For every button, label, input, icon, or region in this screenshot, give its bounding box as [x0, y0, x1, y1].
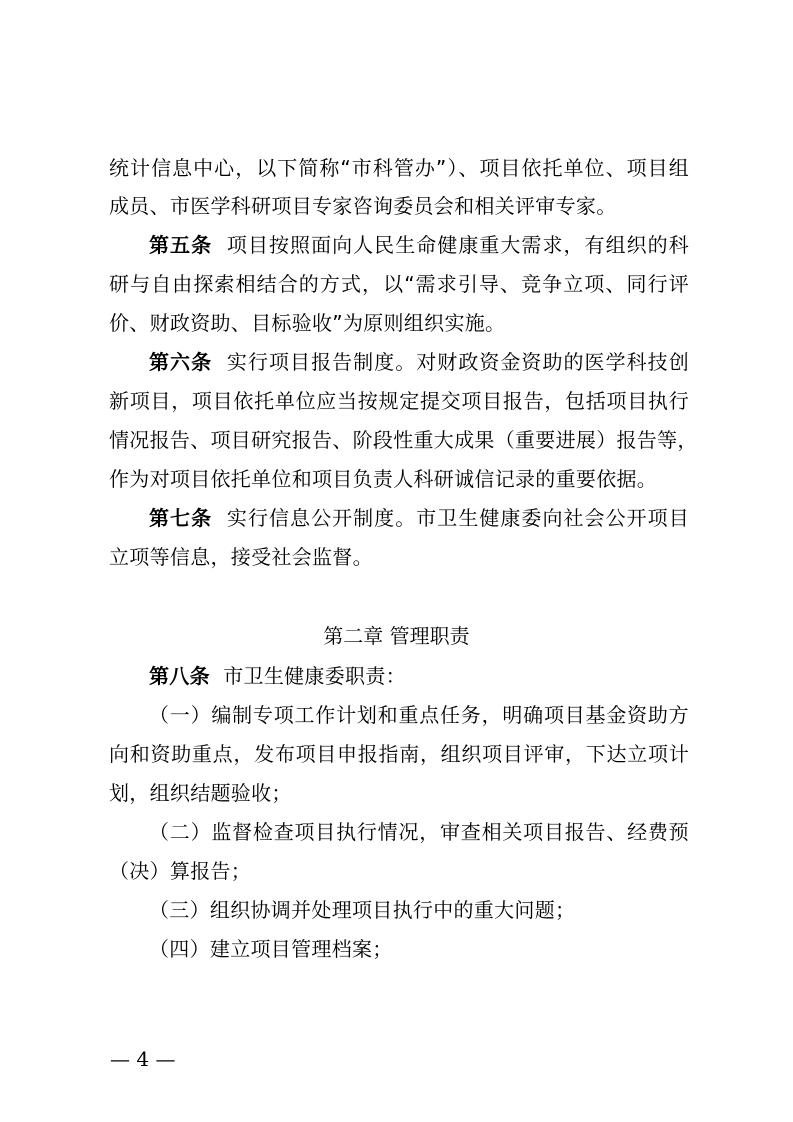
article-6-text: 实行项目报告制度。对财政资金资助的医学科技创: [226, 350, 689, 374]
article-6-line: [149, 350, 689, 374]
paragraph-line: 立项等信息，接受社会监督。: [109, 545, 373, 569]
list-item-line: （决）算报告；: [109, 859, 252, 883]
list-item-line: 划，组织结题验收；: [109, 781, 292, 805]
article-5-text: 项目按照面向人民生命健康重大需求，有组织的科: [226, 233, 689, 257]
chapter-title: 第二章 管理职责: [323, 624, 470, 648]
list-item-line: （四）建立项目管理档案；: [149, 937, 393, 961]
list-item-line: （二）监督检查项目执行情况，审查相关项目报告、经费预: [149, 820, 689, 844]
paragraph-line: 价、财政资助、目标验收”为原则组织实施。: [109, 311, 506, 335]
article-7-label: 第七条: [149, 506, 213, 530]
list-item-line: 向和资助重点，发布项目申报指南，组织项目评审，下达立项计: [109, 742, 689, 766]
article-8-label: 第八条: [149, 664, 210, 688]
paragraph-line: 成员、市医学科研项目专家咨询委员会和相关评审专家。: [109, 194, 617, 218]
list-item-line: （一）编制专项工作计划和重点任务，明确项目基金资助方: [149, 703, 689, 727]
article-6-label: 第六条: [149, 350, 213, 374]
page-number: — 4 —: [110, 1047, 176, 1071]
paragraph-line: 作为对项目依托单位和项目负责人科研诚信记录的重要依据。: [109, 467, 658, 491]
paragraph-line: 统计信息中心，以下简称“市科管办”）、项目依托单位、项目组: [109, 156, 689, 180]
article-5-line: [149, 233, 689, 257]
list-item-line: （三）组织协调并处理项目执行中的重大问题；: [149, 898, 576, 922]
article-7-line: [149, 506, 689, 530]
paragraph-line: 情况报告、项目研究报告、阶段性重大成果（重要进展）报告等，: [109, 428, 698, 452]
article-8-text: 市卫生健康委职责：: [223, 664, 406, 688]
paragraph-line: 研与自由探索相结合的方式，以“需求引导、竞争立项、同行评: [109, 272, 689, 296]
article-8-line: [149, 664, 689, 688]
article-5-label: 第五条: [149, 233, 213, 257]
article-7-text: 实行信息公开制度。市卫生健康委向社会公开项目: [226, 506, 689, 530]
paragraph-line: 新项目，项目依托单位应当按规定提交项目报告，包括项目执行: [109, 389, 689, 413]
